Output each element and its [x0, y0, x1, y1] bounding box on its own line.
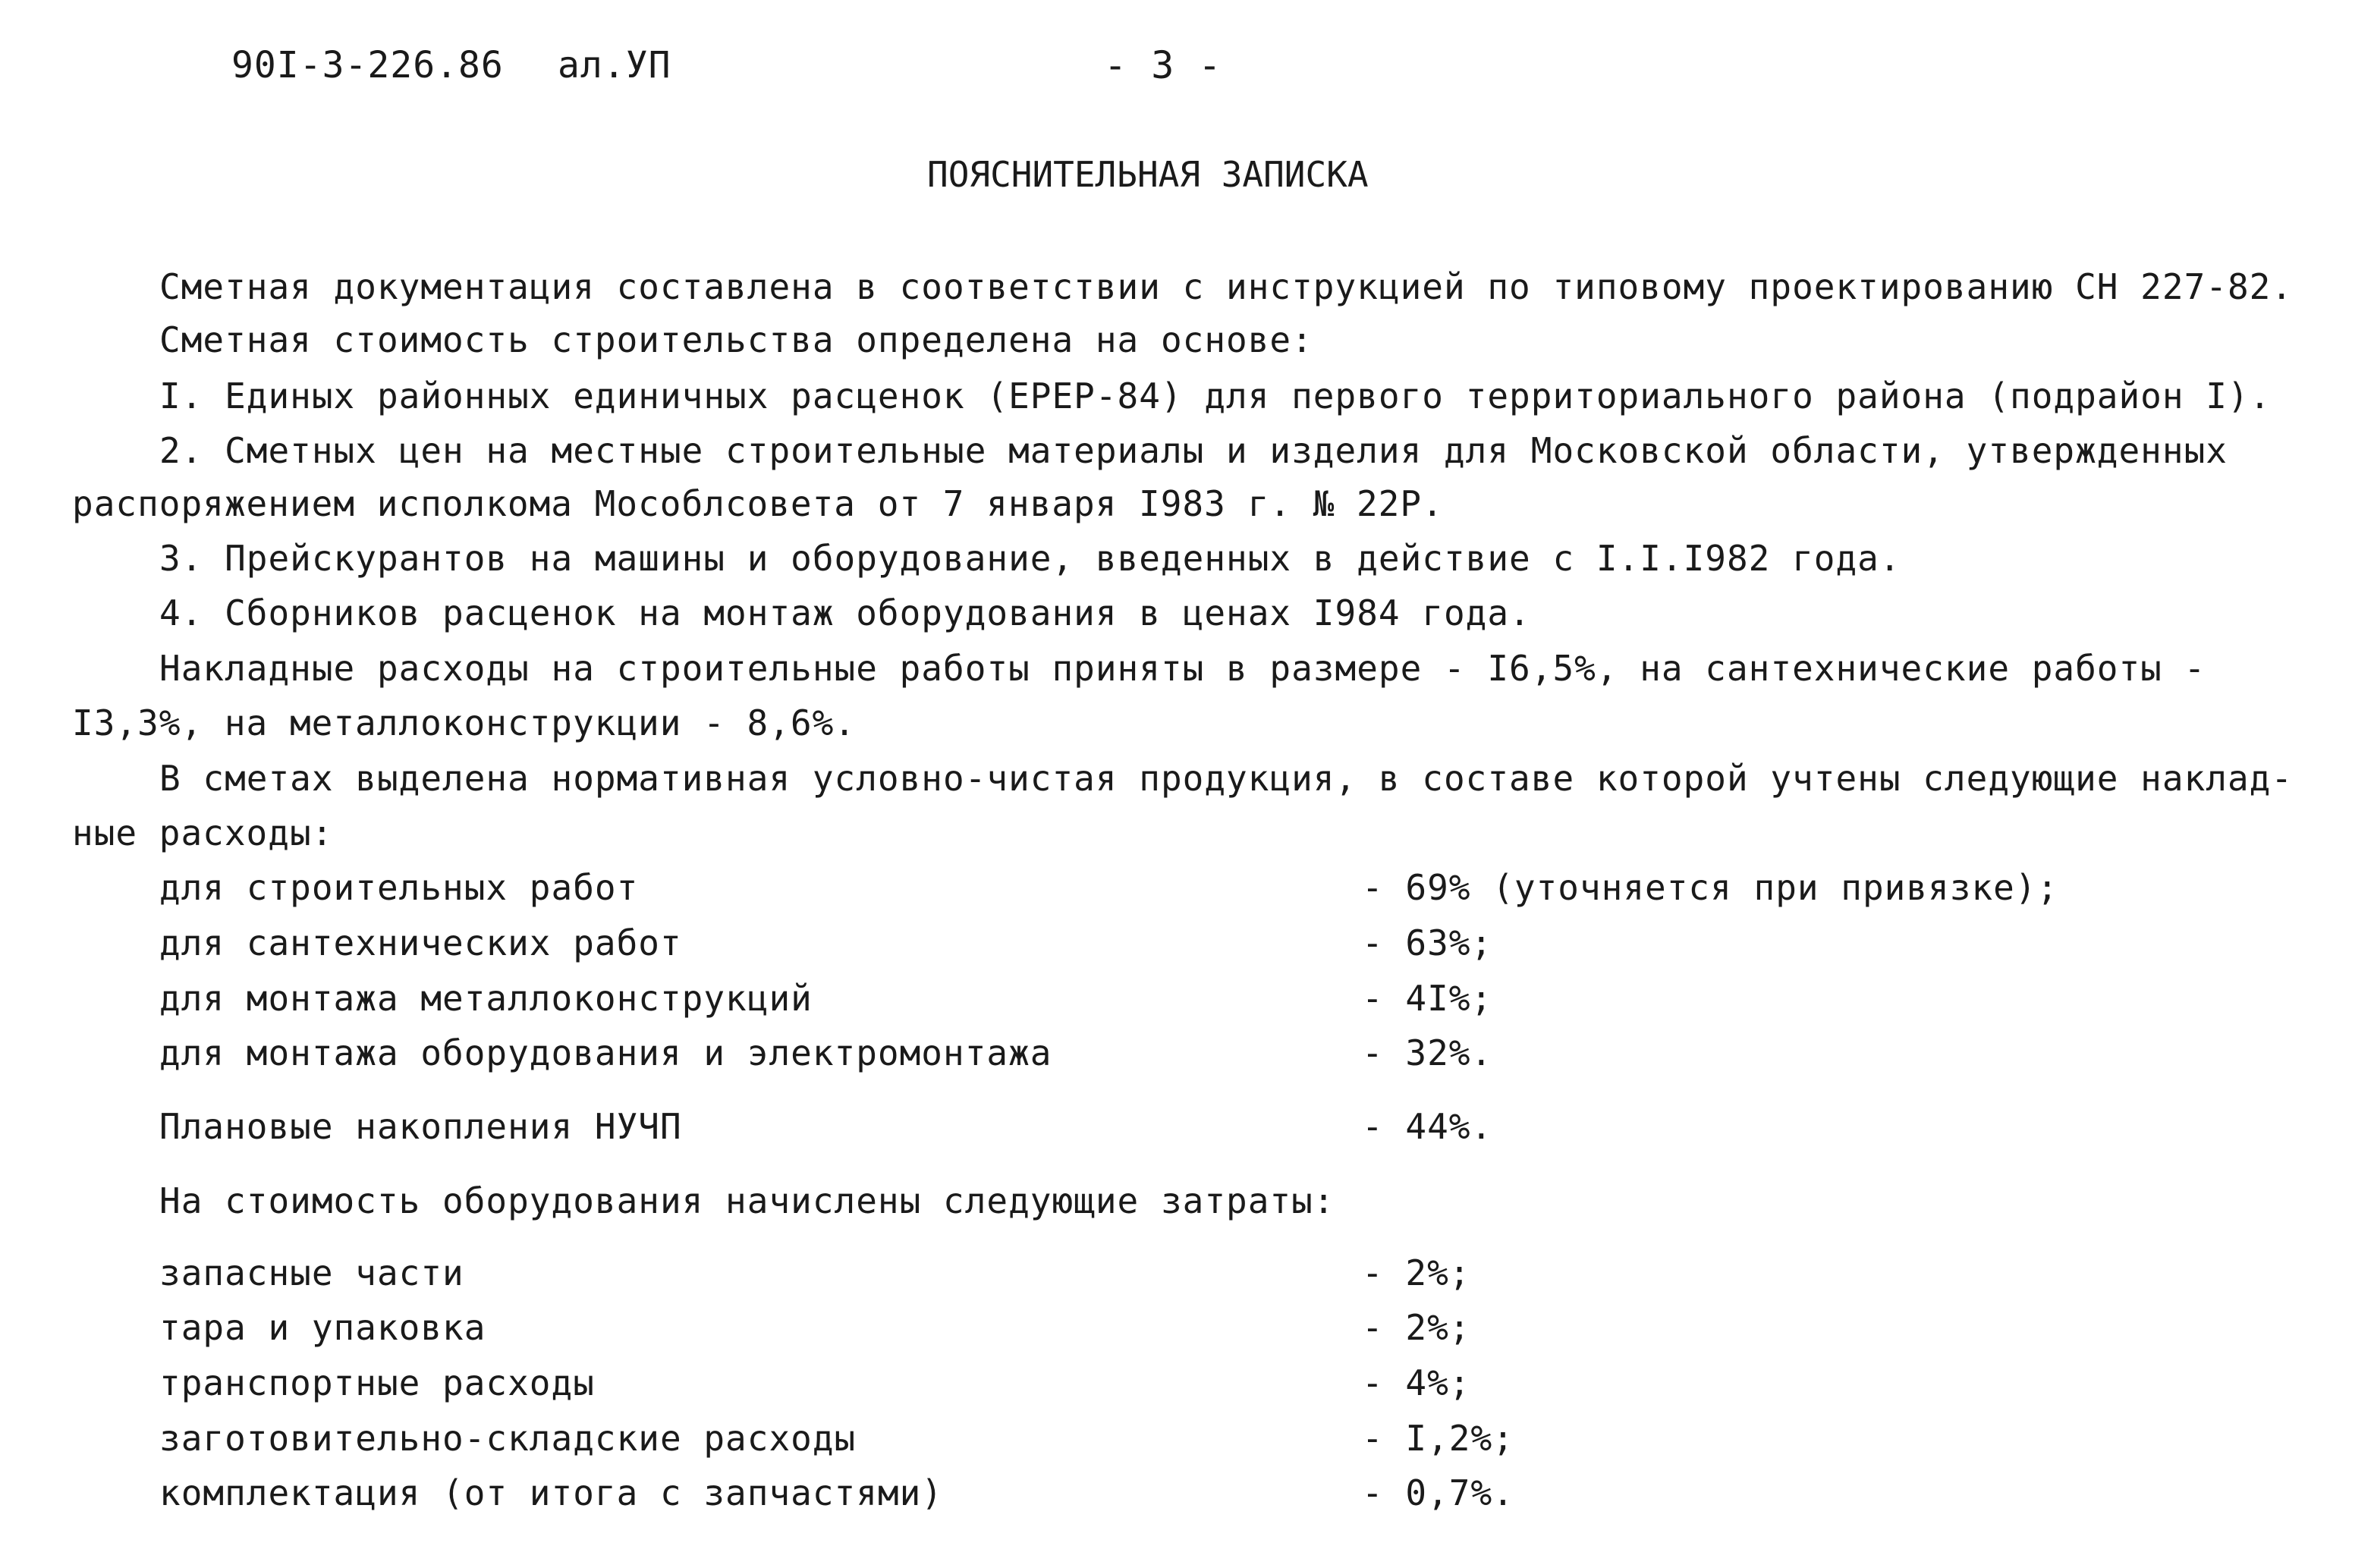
paragraph-production-cont: ные расходы: — [72, 812, 334, 853]
paragraph-overhead-cont: I3,3%, на металлоконструкции - 8,6%. — [72, 702, 856, 743]
paragraph-item-2-cont: распоряжением исполкома Мособлсовета от 7 января I983 г. № 22Р. — [72, 483, 1444, 524]
list-item-label: комплектация (от итога с запчастями) — [159, 1472, 943, 1513]
paragraph-basis: Сметная стоимость строительства определена на основе: — [159, 319, 1313, 360]
list-item-label: для строительных работ — [159, 867, 639, 908]
list-item-value: - 32%. — [1362, 1032, 1493, 1073]
paragraph-item-2: 2. Сметных цен на местные строительные материалы и изделия для Московской области, утвержденных — [159, 430, 2228, 471]
page-number: - 3 - — [1104, 43, 1222, 87]
paragraph-item-3: 3. Прейскурантов на машины и оборудование, введенных в действие с I.I.I982 года. — [159, 538, 1901, 579]
paragraph-equipment: На стоимость оборудования начислены следующие затраты: — [159, 1180, 1335, 1221]
list-item-value: - 69% (уточняется при привязке); — [1362, 867, 2059, 908]
paragraph-item-4: 4. Сборников расценок на монтаж оборудования в ценах I984 года. — [159, 592, 1531, 633]
list-item-label: запасные части — [159, 1252, 464, 1293]
paragraph-production: В сметах выделена нормативная условно-чистая продукция, в составе которой учтены следующие наклад- — [159, 758, 2294, 799]
sheet-label: ал.УП — [558, 44, 671, 86]
list-item-label: заготовительно-складские расходы — [159, 1418, 857, 1459]
paragraph-overhead: Накладные расходы на строительные работы приняты в размере - I6,5%, на сантехнические работы - — [159, 648, 2206, 689]
page-title: ПОЯСНИТЕЛЬНАЯ ЗАПИСКА — [927, 154, 1369, 195]
list-item-label: для сантехнических работ — [159, 922, 682, 963]
paragraph-standard: Сметная документация составлена в соответствии с инструкцией по типовому проектированию СН 227-82. — [159, 266, 2294, 307]
list-item-label: тара и упаковка — [159, 1307, 486, 1348]
list-item-label: для монтажа металлоконструкций — [159, 978, 813, 1019]
document-code: 90I-3-226.86 — [231, 44, 504, 86]
planned-savings-label: Плановые накопления НУЧП — [159, 1106, 682, 1147]
list-item-value: - 4%; — [1362, 1362, 1471, 1403]
paragraph-item-1: I. Единых районных единичных расценок (ЕРЕР-84) для первого территориального района (подрайон I). — [159, 376, 2272, 416]
list-item-label: для монтажа оборудования и электромонтажа — [159, 1032, 1052, 1073]
list-item-value: - 2%; — [1362, 1307, 1471, 1348]
list-item-value: - 63%; — [1362, 922, 1493, 963]
list-item-value: - 0,7%. — [1362, 1472, 1514, 1513]
list-item-label: транспортные расходы — [159, 1362, 595, 1403]
list-item-value: - I,2%; — [1362, 1418, 1514, 1459]
list-item-value: - 4I%; — [1362, 978, 1493, 1019]
planned-savings-value: - 44%. — [1362, 1106, 1493, 1147]
list-item-value: - 2%; — [1362, 1252, 1471, 1293]
